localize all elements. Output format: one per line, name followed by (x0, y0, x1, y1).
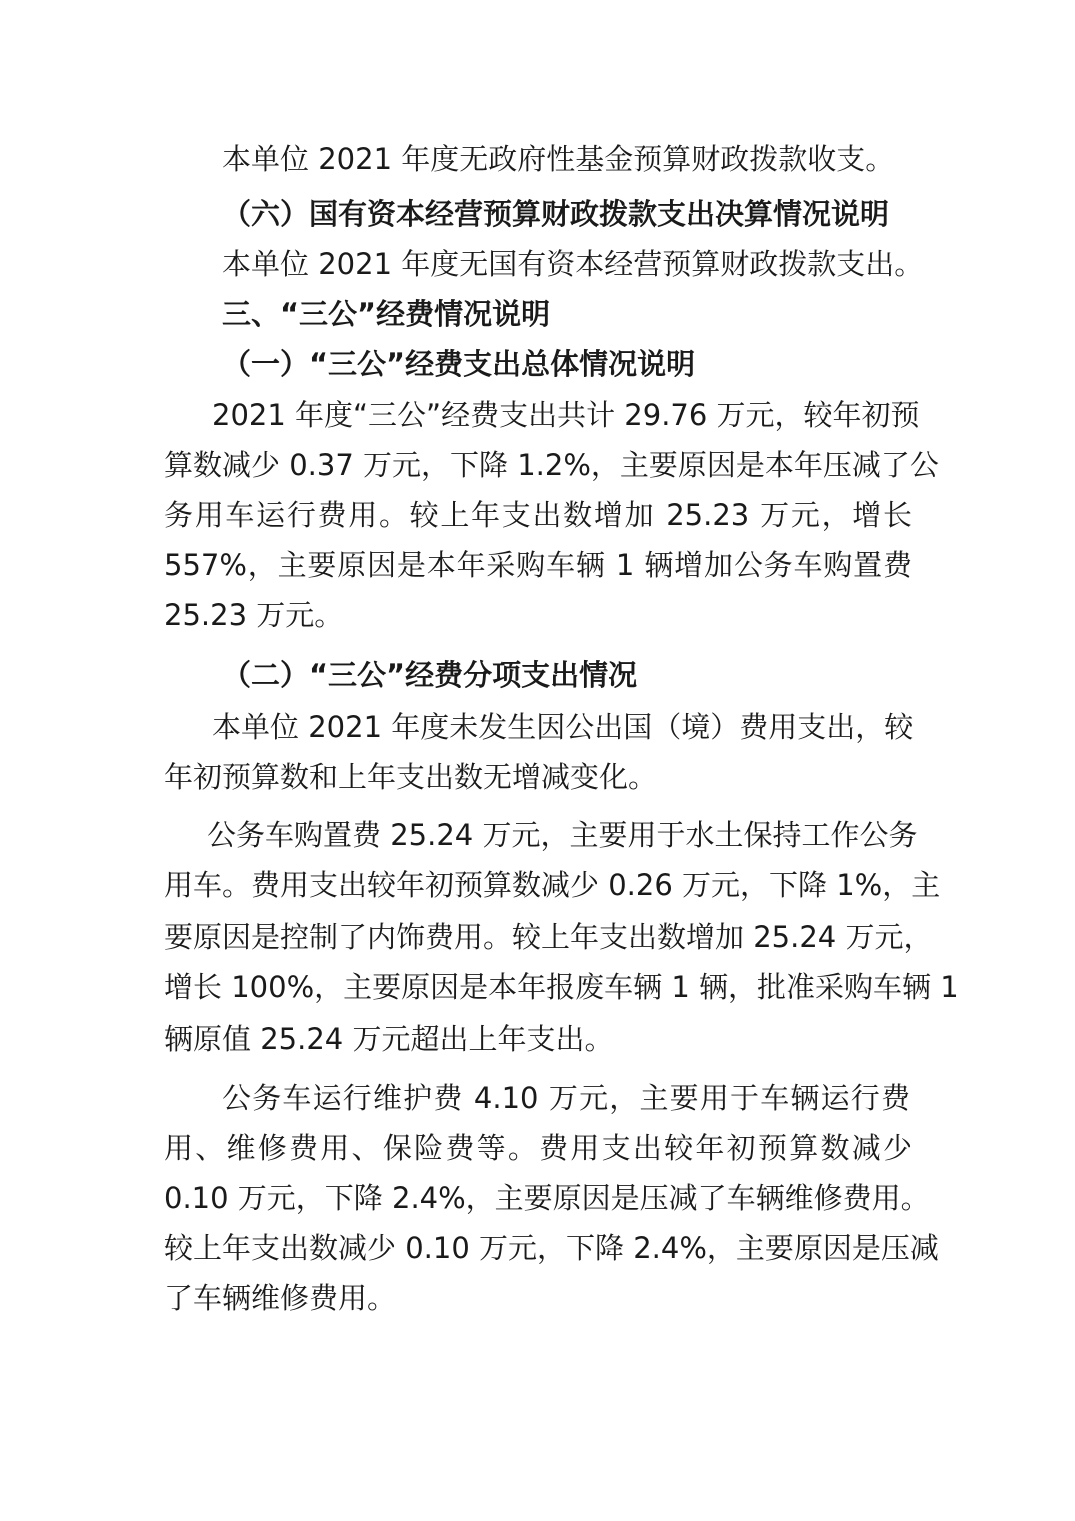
chapter-heading-3: 三、“三公”经费情况说明 (222, 297, 551, 331)
paragraph-vehicle-purchase-line-5: 辆原值 25.24 万元超出上年支出。 (164, 1022, 614, 1056)
paragraph-overseas-line-2: 年初预算数和上年支出数无增减变化。 (164, 760, 658, 794)
paragraph-vehicle-purchase-line-3: 要原因是控制了内饰费用。较上年支出数增加 25.24 万元， (164, 920, 933, 954)
paragraph-state-capital-line: 本单位 2021 年度无国有资本经营预算财政拨款支出。 (222, 247, 924, 281)
paragraph-vehicle-purchase-line-4: 增长 100%，主要原因是本年报废车辆 1 辆，批准采购车辆 1 (164, 970, 959, 1004)
paragraph-overall-line-3: 务用车运行费用。较上年支出数增加 25.23 万元，增长 (164, 498, 912, 532)
paragraph-overall-line-2: 算数减少 0.37 万元，下降 1.2%，主要原因是本年压减了公 (164, 448, 939, 482)
paragraph-vehicle-maintenance-line-5: 了车辆维修费用。 (164, 1281, 397, 1315)
paragraph-overall-line-4: 557%，主要原因是本年采购车辆 1 辆增加公务车购置费 (164, 548, 912, 582)
paragraph-overall-line-5: 25.23 万元。 (164, 598, 344, 632)
paragraph-overall-line-1: 2021 年度“三公”经费支出共计 29.76 万元，较年初预 (212, 398, 920, 432)
paragraph-vehicle-maintenance-line-2: 用、维修费用、保险费等。费用支出较年初预算数减少 (164, 1131, 912, 1165)
paragraph-gov-fund-line: 本单位 2021 年度无政府性基金预算财政拨款收支。 (222, 142, 895, 176)
paragraph-vehicle-purchase-line-1: 公务车购置费 25.24 万元，主要用于水土保持工作公务 (207, 818, 918, 852)
paragraph-vehicle-maintenance-line-4: 较上年支出数减少 0.10 万元，下降 2.4%，主要原因是压减 (164, 1231, 939, 1265)
paragraph-vehicle-purchase-line-2: 用车。费用支出较年初预算数减少 0.26 万元，下降 1%，主 (164, 868, 941, 902)
section-heading-6: （六）国有资本经营预算财政拨款支出决算情况说明 (222, 197, 890, 231)
section-heading-1: （一）“三公”经费支出总体情况说明 (222, 347, 696, 381)
paragraph-vehicle-maintenance-line-1: 公务车运行维护费 4.10 万元，主要用于车辆运行费 (222, 1081, 910, 1115)
section-heading-2: （二）“三公”经费分项支出情况 (222, 658, 638, 692)
paragraph-vehicle-maintenance-line-3: 0.10 万元，下降 2.4%，主要原因是压减了车辆维修费用。 (164, 1181, 930, 1215)
paragraph-overseas-line-1: 本单位 2021 年度未发生因公出国（境）费用支出，较 (212, 710, 914, 744)
